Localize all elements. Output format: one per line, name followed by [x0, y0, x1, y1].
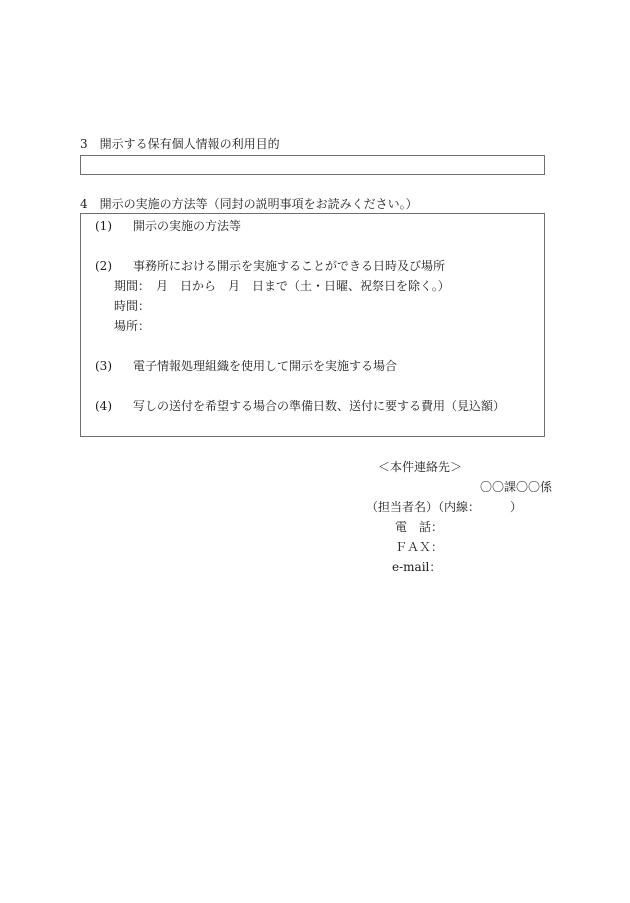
item-2-number: (2)	[95, 259, 112, 273]
item-3-text: 電子情報処理組織を使用して開示を実施する場合	[133, 359, 398, 373]
item-1-number: (1)	[95, 219, 112, 233]
contact-phone: 電 話：	[395, 520, 444, 534]
item-2-text: 事務所における開示を実施することができる日時及び場所	[133, 259, 446, 273]
section4-heading: 4 開示の実施の方法等（同封の説明事項をお読みください。）	[80, 197, 418, 211]
item-2-place: 場所：	[114, 319, 151, 333]
item-1-text: 開示の実施の方法等	[133, 219, 242, 233]
item-4-text: 写しの送付を希望する場合の準備日数、送付に要する費用（見込額）	[133, 399, 506, 413]
contact-person: （担当者名）（内線： ）	[366, 500, 523, 514]
contact-heading: ＜本件連絡先＞	[378, 460, 463, 474]
contact-section: 〇〇課〇〇係	[479, 480, 552, 494]
section3-purpose-box	[80, 155, 545, 175]
item-2-period: 期間： 月 日から 月 日まで（土・日曜、祝祭日を除く。）	[114, 279, 450, 293]
section3-heading: 3 開示する保有個人情報の利用目的	[80, 137, 280, 151]
contact-email: e-mail：	[392, 560, 442, 574]
contact-fax: ＦＡＸ：	[395, 540, 444, 554]
item-3-number: (3)	[95, 359, 112, 373]
item-2-time: 時間：	[114, 299, 151, 313]
item-4-number: (4)	[95, 399, 112, 413]
